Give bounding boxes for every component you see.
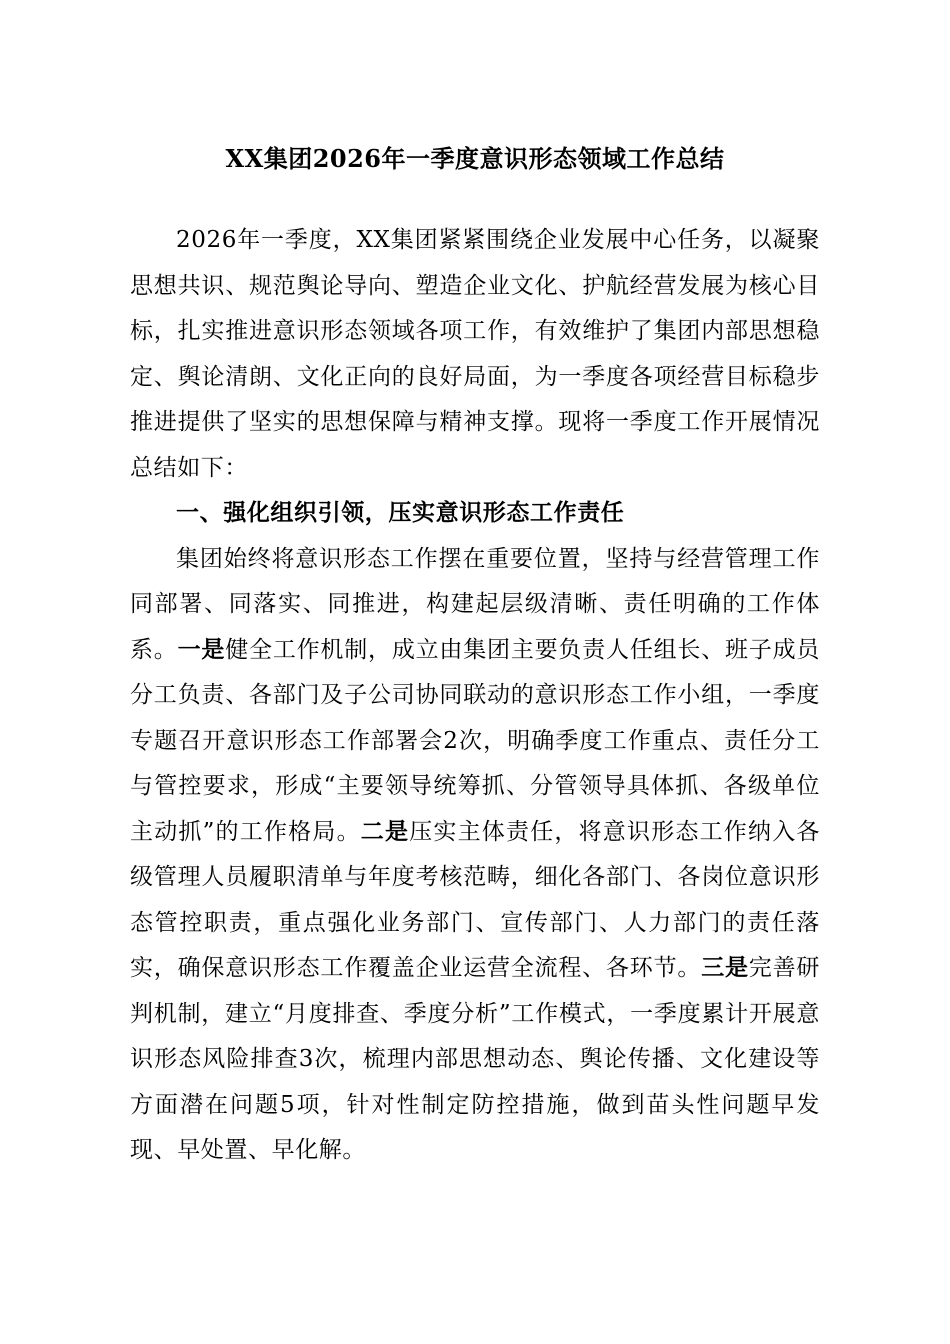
point-text-2: 压实主体责任，将意识形态工作纳入各级管理人员履职清单与年度考核范畴，细化各部门、各岗位意识形态管控职责，重点强化业务部门、宣传部门、人力部门的责任落实，确保意识形态工作覆盖企业运营全流程、各环节。 <box>130 818 821 981</box>
section-heading: 一、强化组织引领，压实意识形态工作责任 <box>176 500 625 526</box>
intro-paragraph: 2026年一季度，XX集团紧紧围绕企业发展中心任务，以凝聚思想共识、规范舆论导向、塑造企业文化、护航经营发展为核心目标，扎实推进意识形态领域各项工作，有效维护了集团内部思想稳定、舆论清朗、文化正向的良好局面，为一季度各项经营目标稳步推进提供了坚实的思想保障与精神支撑。现将一季度工作开展情况总结如下： <box>130 227 820 481</box>
document-body <box>130 218 820 1174</box>
point-text-3: 完善研判机制，建立“月度排查、季度分析”工作模式，一季度累计开展意识形态风险排查3次，梳理内部思想动态、舆论传播、文化建设等方面潜在问题5项，针对性制定防控措施，做到苗头性问题早发现、早处置、早化解。 <box>130 955 820 1163</box>
document-title: XX集团2026年一季度意识形态领域工作总结 <box>225 144 725 173</box>
section-lead: 集团始终将意识形态工作摆在重要位置，坚持与经营管理工作同部署、同落实、同推进，构建起层级清晰、责任明确的工作体系。 <box>130 545 820 663</box>
point-label-3: 三是 <box>701 955 749 981</box>
point-text-1: 健全工作机制，成立由集团主要负责人任组长、班子成员分工负责、各部门及子公司协同联动的意识形态工作小组，一季度专题召开意识形态工作部署会2次，明确季度工作重点、责任分工与管控要求，形成“主要领导统筹抓、分管领导具体抓、各级单位主动抓”的工作格局。 <box>130 636 821 845</box>
section-paragraph <box>130 537 820 1174</box>
point-label-1: 一是 <box>177 636 226 663</box>
point-label-2: 二是 <box>360 818 410 845</box>
